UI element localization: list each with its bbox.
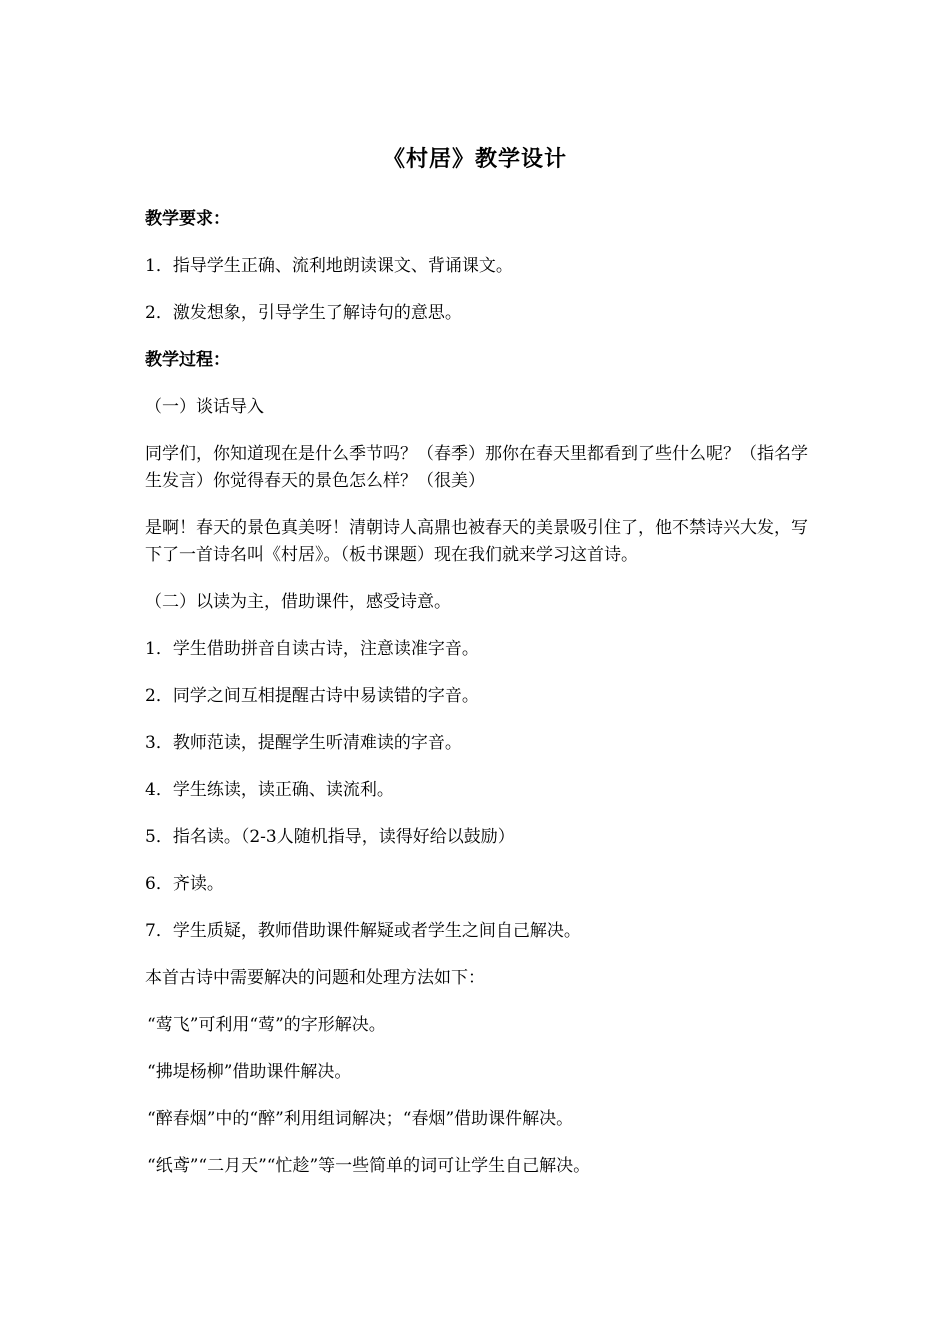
- document-body: [145, 206, 815, 1200]
- problem-item-4: “纸鸢”“二月天”“忙趁”等一些简单的词可让学生自己解决。: [147, 1156, 591, 1176]
- problem-item-1: “莺飞”可利用“莺”的字形解决。: [147, 1015, 386, 1035]
- requirement-item-2: 2．激发想象，引导学生了解诗句的意思。: [145, 303, 462, 323]
- problem-item-2: “拂堤杨柳”借助课件解决。: [147, 1062, 352, 1082]
- subsection-heading-intro: （一）谈话导入: [145, 397, 264, 417]
- reading-step-2: 2．同学之间互相提醒古诗中易读错的字音。: [145, 686, 479, 706]
- reading-step-4: 4．学生练读，读正确、读流利。: [145, 780, 394, 800]
- problems-intro: 本首古诗中需要解决的问题和处理方法如下：: [145, 968, 485, 988]
- document-title: 《村居》教学设计: [382, 146, 567, 172]
- requirement-item-1: 1．指导学生正确、流利地朗读课文、背诵课文。: [145, 256, 513, 276]
- intro-paragraph-1: 同学们，你知道现在是什么季节吗？（春季）那你在春天里都看到了些什么呢？（指名学生发言）你觉得春天的景色怎么样？（很美）: [145, 444, 808, 491]
- intro-paragraph-2: 是啊！春天的景色真美呀！清朝诗人高鼎也被春天的美景吸引住了，他不禁诗兴大发，写下了一首诗名叫《村居》。（板书课题）现在我们就来学习这首诗。: [145, 518, 808, 565]
- section-heading-process: 教学过程：: [145, 350, 230, 370]
- reading-step-1: 1．学生借助拼音自读古诗，注意读准字音。: [145, 639, 479, 659]
- section-heading-requirements: 教学要求：: [145, 209, 230, 229]
- reading-step-5: 5．指名读。（2-3人随机指导，读得好给以鼓励）: [145, 827, 515, 847]
- subsection-heading-reading: （二）以读为主，借助课件，感受诗意。: [145, 592, 451, 612]
- reading-step-6: 6．齐读。: [145, 874, 224, 894]
- problem-item-3: “醉春烟”中的“醉”利用组词解决；“春烟”借助课件解决。: [147, 1109, 574, 1129]
- reading-step-3: 3．教师范读，提醒学生听清难读的字音。: [145, 733, 462, 753]
- reading-step-7: 7．学生质疑，教师借助课件解疑或者学生之间自己解决。: [145, 921, 581, 941]
